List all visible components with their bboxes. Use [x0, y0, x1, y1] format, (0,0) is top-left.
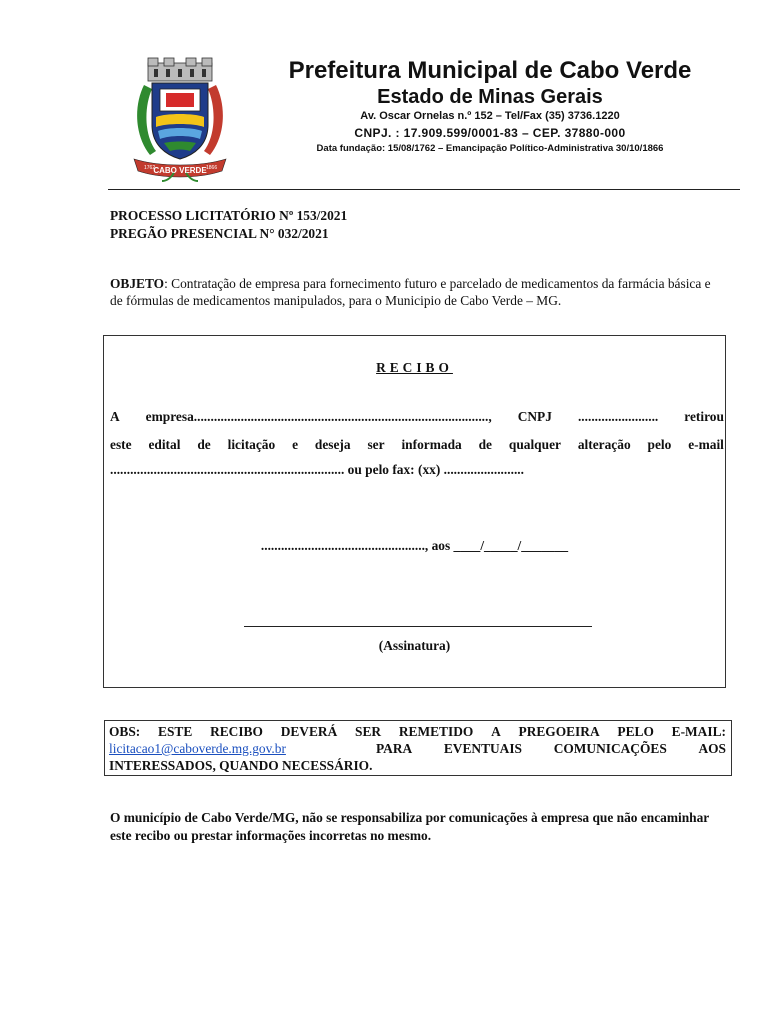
crest-caption: CABO VERDE [153, 166, 207, 175]
cnpj-blank: ........................ [577, 409, 659, 424]
state-subtitle: Estado de Minas Gerais [377, 86, 603, 108]
receipt-title: RECIBO [376, 360, 453, 375]
page-title: Prefeitura Municipal de Cabo Verde [288, 57, 692, 84]
word: informada [401, 437, 462, 452]
word: RECIBO [210, 724, 263, 739]
auction-number: PREGÃO PRESENCIAL N° 032/2021 [110, 226, 329, 241]
receipt-company-line [110, 409, 724, 425]
word: ESTE [158, 724, 193, 739]
word: REMETIDO [398, 724, 474, 739]
word: AOS [698, 741, 726, 756]
email-link[interactable]: licitacao1@caboverde.mg.gov.br [109, 741, 286, 756]
word: PELO [617, 724, 654, 739]
word: A [110, 409, 120, 424]
address-line: Av. Oscar Ornelas n.º 152 – Tel/Fax (35) 3736.1220 [360, 110, 620, 122]
disclaimer-paragraph: O município de Cabo Verde/MG, não se responsabiliza por comunicações à empresa que não encaminhar este recibo ou prestar informações incorretas no mesmo. [110, 810, 710, 843]
receipt-box [103, 335, 726, 688]
header-divider [108, 189, 740, 190]
word: A [491, 724, 501, 739]
objeto-text: : Contratação de empresa para fornecimento futuro e parcelado de medicamentos da farmácia básica e de fórmulas de medicamentos manipulados, para o Municipio de Cabo Verde – MG. [110, 276, 711, 308]
objeto-label: OBJETO [110, 276, 165, 291]
crest-year-right: 1866 [206, 165, 218, 171]
word: edital [148, 437, 181, 452]
obs-line-1 [109, 724, 726, 740]
crest-year-left: 1762 [144, 165, 156, 171]
obs-line-3: INTERESSADOS, QUANDO NECESSÁRIO. [109, 758, 373, 773]
receipt-notify-line [110, 437, 724, 453]
foundation-dates-line: Data fundação: 15/08/1762 – Emancipação Político-Administrativa 30/10/1866 [316, 143, 664, 154]
coat-of-arms-logo [130, 55, 230, 183]
word: PARA [376, 741, 413, 756]
word: alteração [577, 437, 631, 452]
word: SER [355, 724, 382, 739]
signature-line [244, 626, 592, 627]
word: PREGOEIRA [518, 724, 600, 739]
word: licitação [227, 437, 276, 452]
obs-email-wrapper [109, 741, 376, 757]
word: e-mail [688, 437, 724, 452]
obs-line-2 [109, 741, 726, 757]
word: retirou [684, 409, 724, 424]
word: EVENTUAIS [443, 741, 523, 756]
word: de [478, 437, 492, 452]
word: ser [367, 437, 385, 452]
word: qualquer [508, 437, 561, 452]
objeto-paragraph [110, 275, 720, 309]
word: este [110, 437, 132, 452]
word: COMUNICAÇÕES [553, 741, 667, 756]
word: E-MAIL: [671, 724, 726, 739]
company-blank: empresa........................................................................................, [145, 409, 492, 424]
signature-label: (Assinatura) [378, 638, 451, 653]
word: de [197, 437, 211, 452]
receipt-email-fax-line: ...................................................................... ou pelo fax: (xx) ........................ [110, 462, 524, 477]
word: e [292, 437, 299, 452]
word: deseja [314, 437, 351, 452]
receipt-date-line: ................................................., aos ____/_____/_______ [260, 538, 569, 553]
word: OBS: [109, 724, 141, 739]
word: DEVERÁ [280, 724, 338, 739]
process-number: PROCESSO LICITATÓRIO Nº 153/2021 [110, 208, 348, 223]
obs-line-2-words [376, 741, 726, 757]
word: CNPJ [517, 409, 552, 424]
word: pelo [647, 437, 672, 452]
cnpj-line: CNPJ. : 17.909.599/0001-83 – CEP. 37880-000 [354, 126, 626, 140]
